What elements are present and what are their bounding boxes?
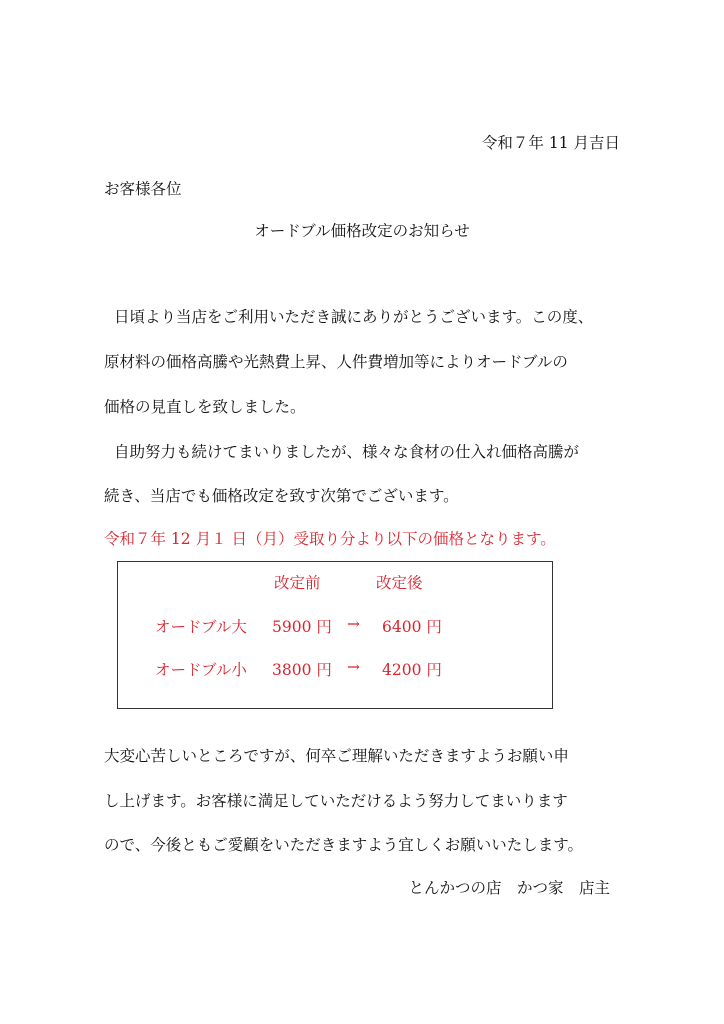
document-date: 令和７年 11 月吉日 [481, 134, 620, 152]
item-name: オードブル小 [155, 661, 247, 679]
item-name: オードブル大 [155, 618, 247, 636]
price-table [117, 561, 553, 709]
document-title: オードブル価格改定のお知らせ [254, 222, 470, 240]
price-after: 4200 円 [382, 661, 442, 679]
price-before: 5900 円 [272, 618, 332, 636]
arrow-icon: → [347, 615, 360, 633]
salutation: お客様各位 [104, 180, 182, 198]
price-after: 6400 円 [382, 618, 442, 636]
body-line: 原材料の価格高騰や光熱費上昇、人件費増加等によりオードブルの [104, 353, 568, 371]
body-line: 日頃より当店をご利用いただき誠にありがとうございます。この度、 [114, 308, 594, 326]
price-before: 3800 円 [272, 661, 332, 679]
body-line: 自助努力も続けてまいりましたが、様々な食材の仕入れ価格高騰が [114, 443, 580, 461]
body-line: 続き、当店でも価格改定を致す次第でございます。 [104, 487, 459, 505]
header-after-label: 改定後 [376, 574, 423, 592]
arrow-icon: → [347, 658, 360, 676]
effective-date-notice: 令和７年 12 月１ 日（月）受取り分より以下の価格となります。 [104, 530, 556, 548]
closing-line: し上げます。お客様に満足していただけるよう努力してまいります [104, 792, 568, 810]
body-line: 価格の見直しを致しました。 [104, 398, 306, 416]
header-before-label: 改定前 [274, 574, 321, 592]
closing-line: 大変心苦しいところですが、何卒ご理解いただきますようお願い申 [104, 747, 569, 765]
signature: とんかつの店 かつ家 店主 [408, 879, 610, 897]
closing-line: ので、今後ともご愛顧をいただきますよう宜しくお願いいたします。 [104, 836, 583, 854]
